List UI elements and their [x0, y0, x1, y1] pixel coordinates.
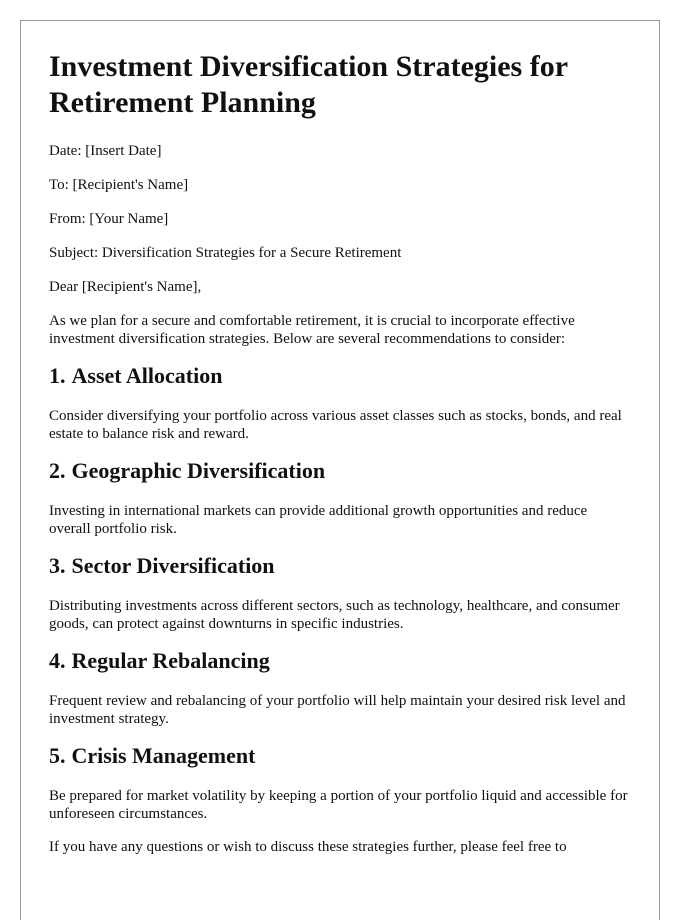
section-heading-asset-allocation	[49, 363, 631, 389]
section-number: 1.	[49, 363, 66, 388]
section-title: Regular Rebalancing	[71, 648, 270, 673]
section-title: Asset Allocation	[71, 363, 223, 388]
from-line: From: [Your Name]	[49, 211, 169, 227]
section-body-regular-rebalancing: Frequent review and rebalancing of your portfolio will help maintain your desired risk level and investment strategy.	[49, 693, 626, 727]
document-title: Investment Diversification Strategies for Retirement Planning	[49, 50, 568, 119]
to-line: To: [Recipient's Name]	[49, 177, 189, 193]
section-body-sector-diversification: Distributing investments across different sectors, such as technology, healthcare, and consumer goods, can protect against downturns in specific industries.	[49, 598, 620, 632]
section-title: Crisis Management	[71, 743, 256, 768]
closing-paragraph: If you have any questions or wish to discuss these strategies further, please feel free to	[49, 839, 567, 855]
section-heading-crisis-management	[49, 743, 631, 769]
subject-line: Subject: Diversification Strategies for a Secure Retirement	[49, 245, 402, 261]
salutation: Dear [Recipient's Name],	[49, 279, 202, 295]
section-number: 3.	[49, 553, 66, 578]
letter-page	[20, 20, 660, 920]
section-number: 4.	[49, 648, 66, 673]
section-heading-regular-rebalancing	[49, 648, 631, 674]
section-body-crisis-management: Be prepared for market volatility by keeping a portion of your portfolio liquid and accessible for unforeseen circumstances.	[49, 788, 628, 822]
section-body-asset-allocation: Consider diversifying your portfolio across various asset classes such as stocks, bonds, and real estate to balance risk and reward.	[49, 408, 622, 442]
section-heading-geographic-diversification	[49, 458, 631, 484]
date-line: Date: [Insert Date]	[49, 143, 162, 159]
section-heading-sector-diversification	[49, 553, 631, 579]
section-number: 5.	[49, 743, 66, 768]
section-number: 2.	[49, 458, 66, 483]
section-body-geographic-diversification: Investing in international markets can provide additional growth opportunities and reduce overall portfolio risk.	[49, 503, 588, 537]
intro-paragraph: As we plan for a secure and comfortable retirement, it is crucial to incorporate effective investment diversification strategies. Below are several recommendations to consider:	[49, 313, 575, 347]
section-title: Geographic Diversification	[71, 458, 326, 483]
section-title: Sector Diversification	[71, 553, 275, 578]
